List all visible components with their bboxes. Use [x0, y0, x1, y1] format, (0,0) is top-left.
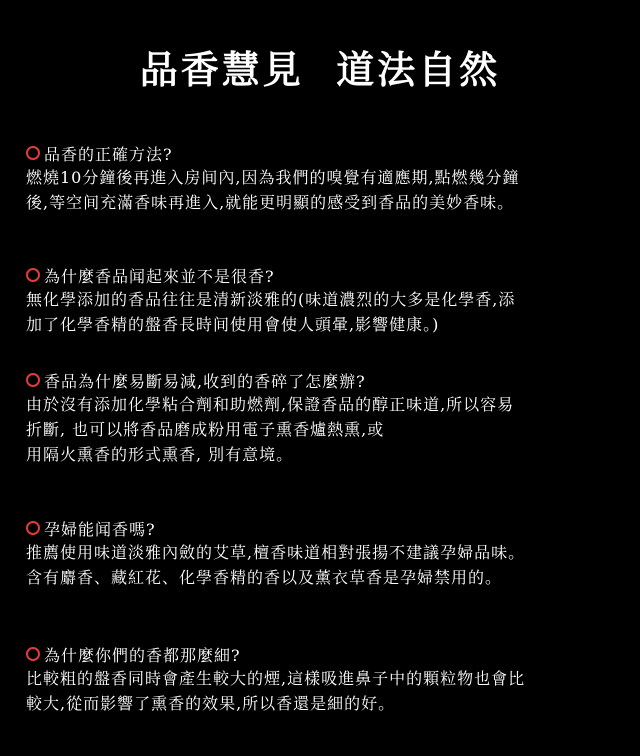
faq-question: 為什麼你們的香都那麼細? [44, 645, 241, 665]
faq-answer-line: 由於沒有添加化學粘合劑和助燃劑,保證香品的醇正味道,所以容易 [26, 395, 515, 414]
faq-question: 品香的正確方法? [44, 144, 173, 164]
faq-question-row [26, 516, 626, 540]
faq-item-correct-method [26, 141, 626, 215]
faq-item-not-fragrant [26, 263, 626, 337]
faq-question-row [26, 263, 626, 287]
faq-answer-line: 後,等空间充滿香味再進入,就能更明顯的感受到香品的美妙香味。 [26, 193, 515, 212]
faq-answer-line: 含有麝香、藏紅花、化學香精的香以及薰衣草香是孕婦禁用的。 [26, 568, 503, 587]
faq-question-row [26, 368, 626, 392]
faq-answer-line: 用隔火熏香的形式熏香, 別有意境。 [26, 445, 294, 464]
faq-question-row [26, 642, 626, 666]
circle-bullet-icon [26, 268, 40, 282]
faq-answer-line: 比較粗的盤香同時會產生較大的煙,這樣吸進鼻子中的顆粒物也會比 [26, 669, 526, 688]
page-title: 品香慧見 道法自然 [139, 47, 501, 92]
faq-question-row [26, 141, 626, 165]
faq-question: 孕婦能闻香嗎? [44, 519, 156, 539]
faq-answer-line: 無化學添加的香品往往是清新淡雅的(味道濃烈的大多是化學香,添 [26, 290, 516, 309]
circle-bullet-icon [26, 647, 40, 661]
faq-answer-line: 推薦使用味道淡雅內斂的艾草,檀香味道相對張揚不建議孕婦品味。 [26, 543, 526, 562]
faq-answer-line: 折斷, 也可以將香品磨成粉用電子熏香爐熱熏,或 [26, 420, 385, 439]
faq-answer-line: 加了化學香精的盤香長時间使用會使人頭暈,影響健康。) [26, 315, 440, 334]
faq-item-pregnant-women [26, 516, 626, 590]
circle-bullet-icon [26, 373, 40, 387]
faq-item-thin-incense [26, 642, 626, 716]
circle-bullet-icon [26, 521, 40, 535]
faq-question: 為什麼香品闻起來並不是很香? [44, 266, 275, 286]
faq-answer-line: 較大,從而影響了熏香的效果,所以香還是細的好。 [26, 694, 396, 713]
faq-item-easily-broken [26, 368, 626, 467]
faq-question: 香品為什麼易斷易減,收到的香碎了怎麼辦? [44, 371, 366, 391]
faq-answer-line: 燃燒10分鐘後再進入房间內,因為我們的嗅覺有適應期,點燃幾分鐘 [26, 168, 520, 187]
circle-bullet-icon [26, 146, 40, 160]
